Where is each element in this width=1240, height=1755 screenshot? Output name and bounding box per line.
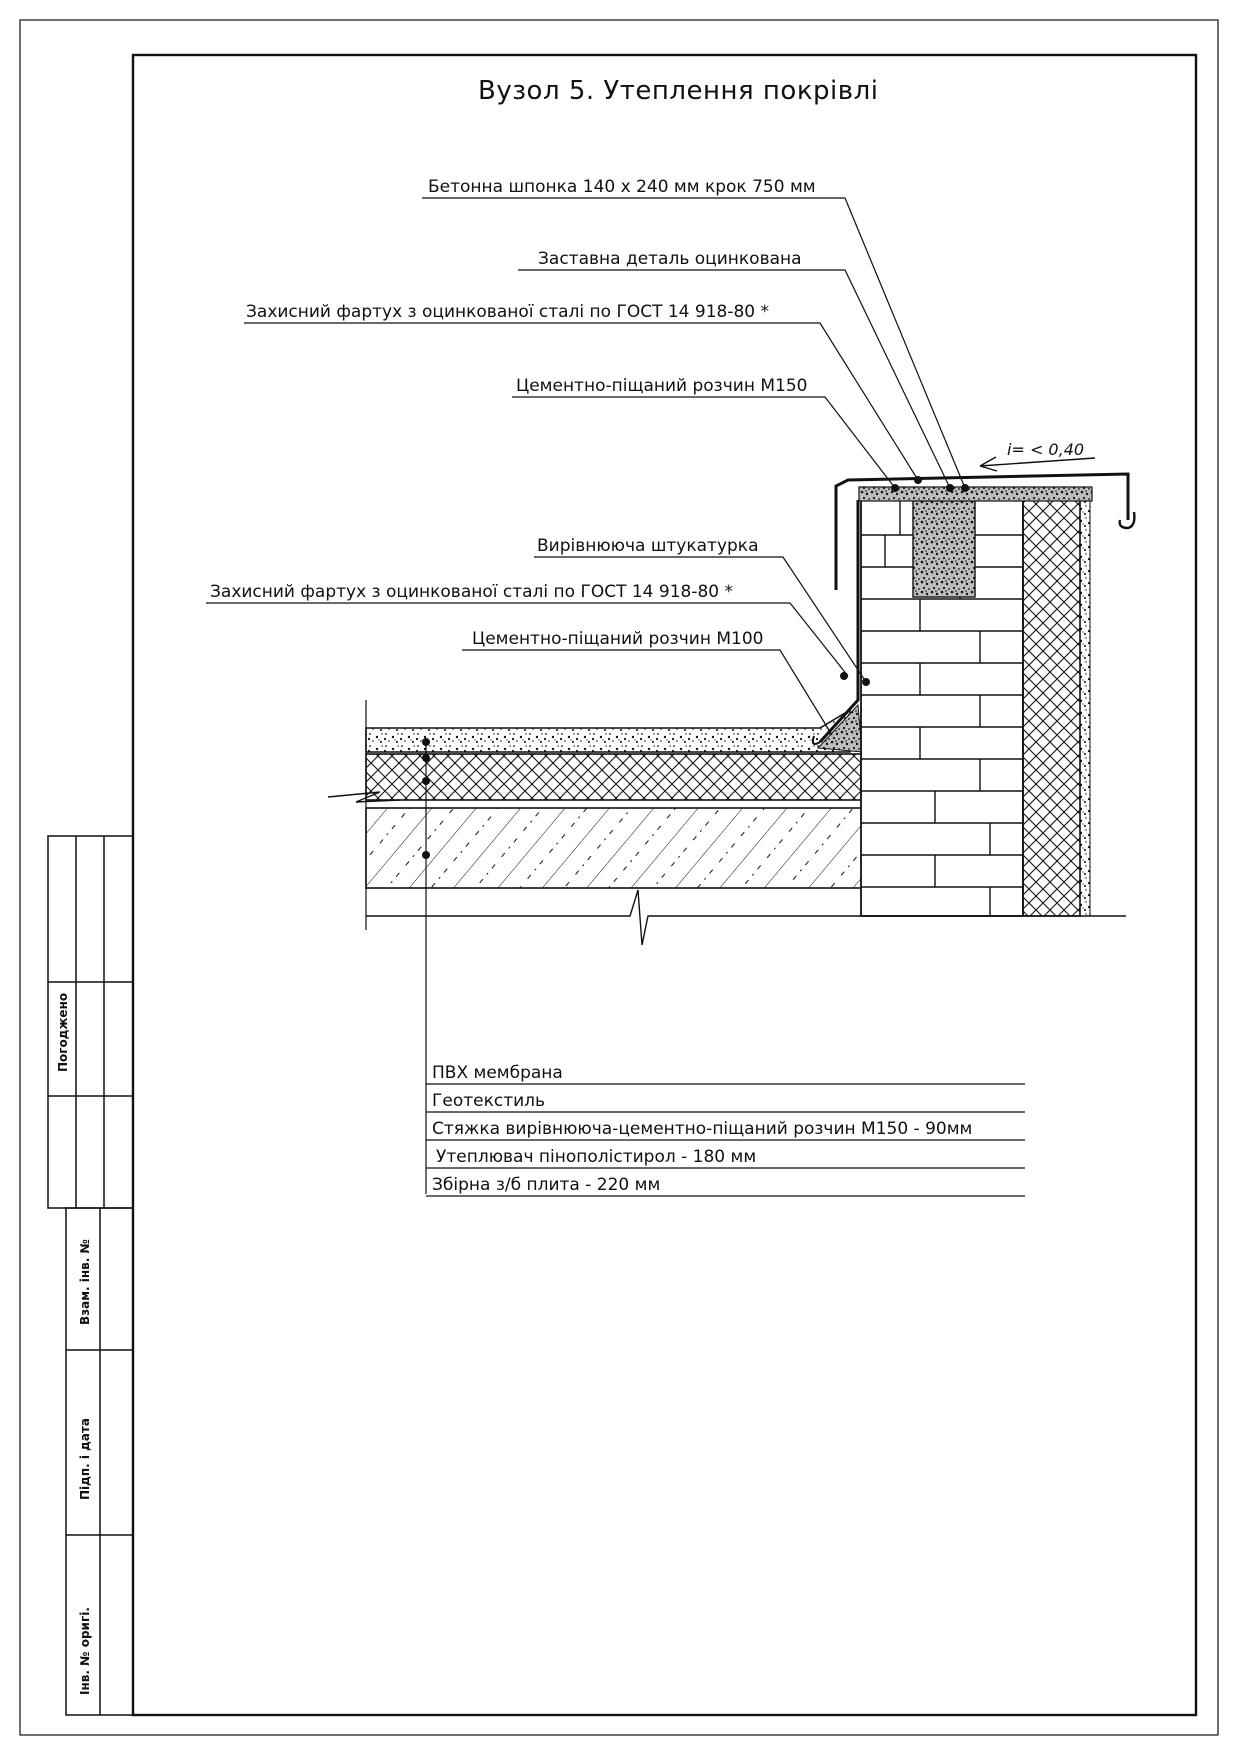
wall-plaster	[1080, 500, 1090, 916]
slope-label: i= < 0,40	[1007, 440, 1085, 459]
callout-top-apron: Захисний фартух з оцинкованої сталі по ГОСТ 14 918-80 *	[246, 302, 770, 322]
slope-arrowhead	[980, 457, 997, 471]
layer-geotextile: Геотекстиль	[432, 1091, 546, 1111]
wall-insulation	[1023, 500, 1080, 916]
layer-screed: Стяжка вирівнююча-цементно-піщаний розчин М150 - 90мм	[432, 1119, 973, 1139]
callout-mortar-m150: Цементно-піщаний розчин М150	[516, 376, 808, 396]
callout-mortar-m100: Цементно-піщаний розчин М100	[472, 629, 764, 649]
concrete-key	[913, 497, 975, 597]
precast-slab	[366, 808, 931, 888]
layer-slab: Збірна з/б плита - 220 мм	[432, 1175, 661, 1195]
callout-wall-apron: Захисний фартух з оцинкованої сталі по ГОСТ 14 918-80 *	[210, 582, 734, 602]
stamp-vzam-inv: Взам. інв. №	[78, 1239, 92, 1325]
callout-embedded-part: Заставна деталь оцинкована	[538, 249, 802, 269]
stamp-pogodzheno: Погоджено	[56, 992, 70, 1072]
callout-leveling-plaster: Вирівнююча штукатурка	[537, 536, 759, 556]
callout-concrete-key: Бетонна шпонка 140 х 240 мм крок 750 мм	[428, 177, 816, 197]
layer-pvc-membrane: ПВХ мембрана	[432, 1063, 563, 1083]
stamp-inv-orig: Інв. № оригі.	[78, 1607, 92, 1695]
roof-insulation	[366, 754, 861, 800]
page-title: Вузол 5. Утеплення покрівлі	[478, 76, 879, 106]
stamp-pidp-data: Підп. і дата	[78, 1417, 92, 1500]
screed-layer	[366, 710, 850, 752]
layer-insulation: Утеплювач пінополістирол - 180 мм	[436, 1147, 757, 1167]
slope-arrow	[980, 458, 1095, 466]
callout-leaders	[206, 198, 965, 735]
